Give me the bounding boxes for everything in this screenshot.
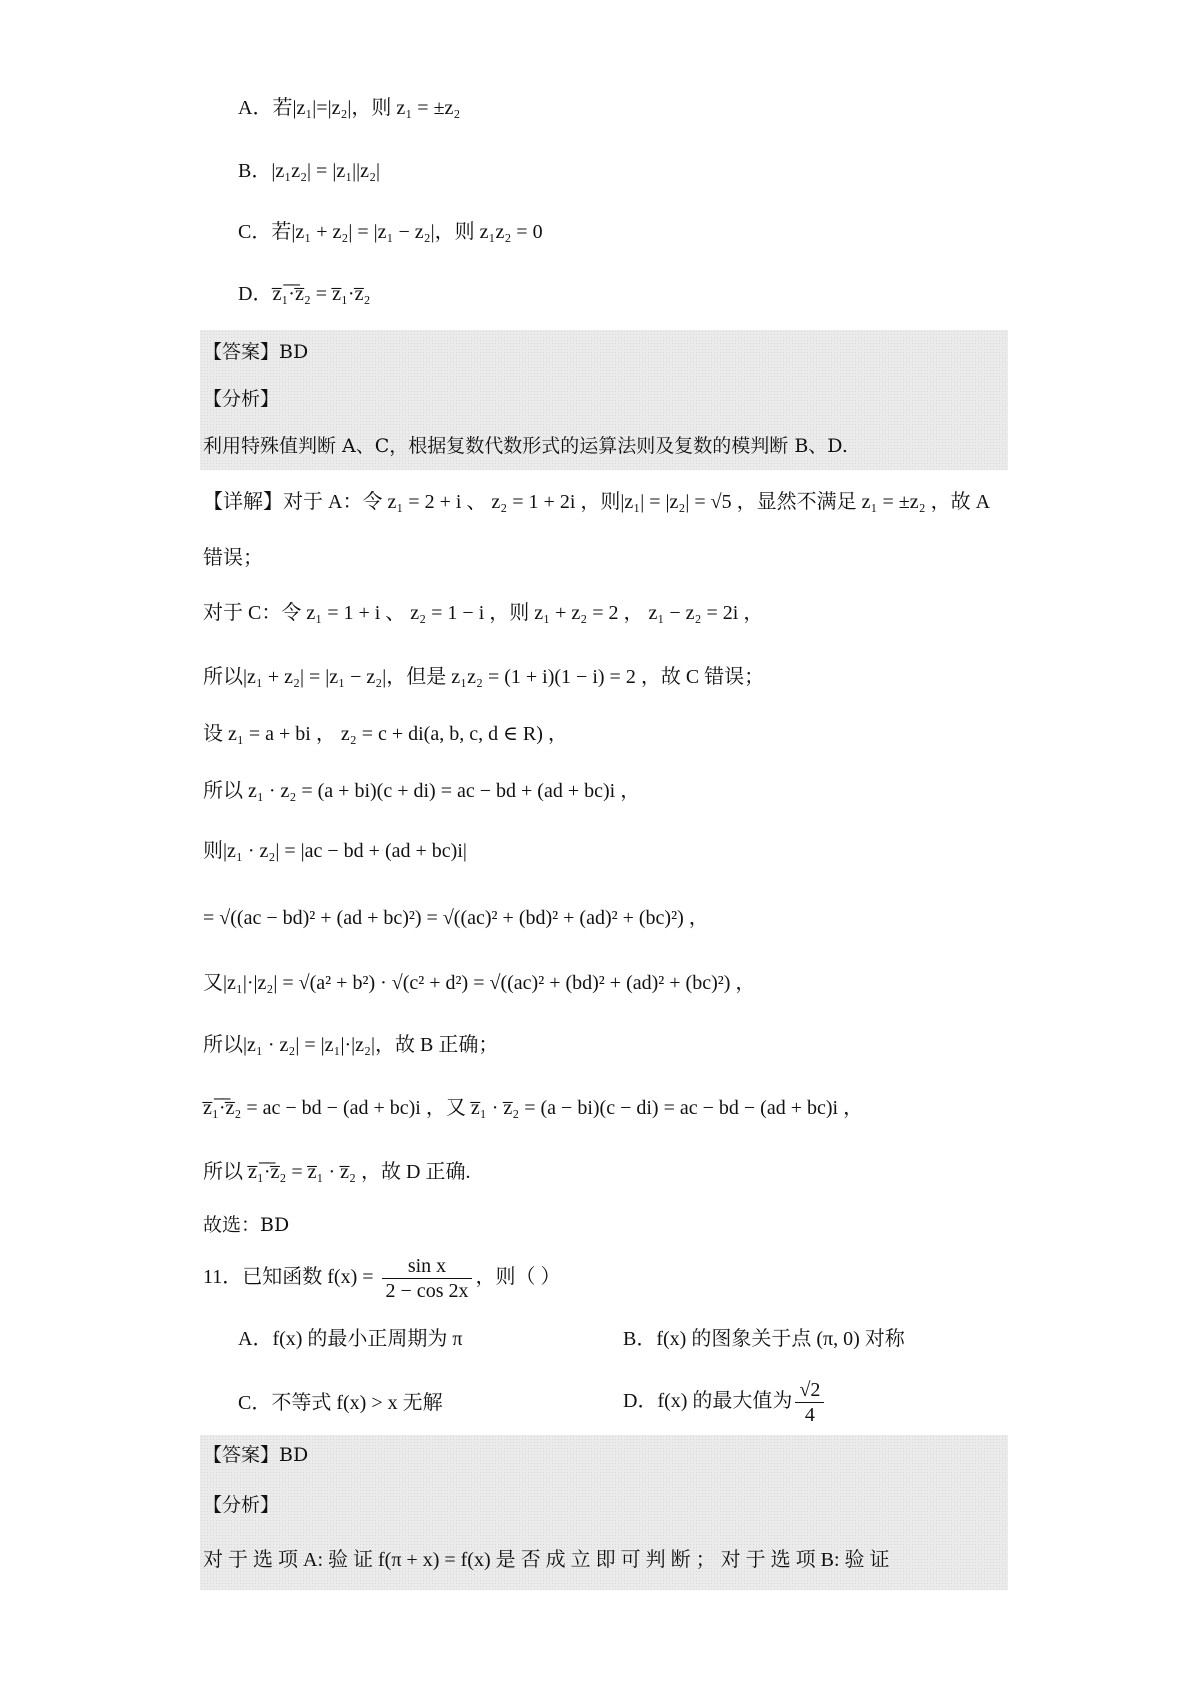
q11-stem (203, 1256, 560, 1301)
q11-analysis-title: 【分析】 (203, 1494, 280, 1516)
q10-option-c: C．若|z₁ + z₂| = |z₁ − z₂|，则 z₁z₂ = 0 (238, 221, 543, 243)
q10-detail-line: = √((ac − bd)² + (ad + bc)²) = √((ac)² + (bd)² + (ad)² + (bc)²) ， (203, 907, 709, 929)
q10-analysis-title: 【分析】 (203, 388, 280, 410)
q11-answer: 【答案】BD (203, 1444, 309, 1466)
q10-final-choice: 故选：BD (203, 1214, 290, 1236)
q10-detail-line: 【详解】对于 A：令 z₁ = 2 + i 、 z₂ = 1 + 2i ，则|z₁| = |z₂| = √5 ，显然不满足 z₁ = ±z₂ ，故 A (203, 491, 991, 513)
q10-detail-line: 错误； (203, 547, 263, 569)
q11-option-a: A．f(x) 的最小正周期为 π (238, 1328, 463, 1350)
q11-fraction-numerator: sin x (382, 1256, 473, 1279)
q11-option-d (623, 1380, 827, 1425)
q10-answer: 【答案】BD (203, 341, 309, 363)
q10-detail-line: 对于 C：令 z₁ = 1 + i 、 z₂ = 1 − i ，则 z₁ + z₂ = 2 ， z₁ − z₂ = 2i ， (203, 602, 764, 624)
q11-function-fraction (382, 1256, 473, 1301)
q10-detail-line: z̅₁̅·̅z̅₂ = ac − bd − (ad + bc)i ，又 z̅₁ · z̅₂ = (a − bi)(c − di) = ac − bd − (ad + bc)i ， (203, 1097, 864, 1119)
q10-analysis-text: 利用特殊值判断 A、C，根据复数代数形式的运算法则及复数的模判断 B、D. (203, 435, 848, 457)
q10-detail-line: 所以|z₁ + z₂| = |z₁ − z₂|，但是 z₁z₂ = (1 + i)(1 − i) = 2 ，故 C 错误； (203, 666, 765, 688)
q11-fraction-denominator: 2 − cos 2x (385, 1280, 469, 1302)
q11-analysis-text: 对 于 选 项 A: 验 证 f(π + x) = f(x) 是 否 成 立 即 可 判 断 ； 对 于 选 项 B: 验 证 (203, 1549, 890, 1571)
q11-option-d-text: D．f(x) 的最大值为 (623, 1390, 793, 1413)
q11-option-b: B．f(x) 的图象关于点 (π, 0) 对称 (623, 1328, 905, 1350)
q11-option-c: C．不等式 f(x) > x 无解 (238, 1392, 443, 1414)
q10-option-d: D．z̅₁̅·̅z̅₂ = z̅₁·z̅₂ (238, 283, 371, 305)
q11-option-d-denominator: 4 (804, 1404, 815, 1426)
q10-detail-line: 则|z₁ · z₂| = |ac − bd + (ad + bc)i| (203, 840, 467, 862)
q10-detail-line: 所以 z̅₁̅·̅z̅₂ = z̅₁ · z̅₂ ，故 D 正确. (203, 1161, 471, 1183)
q10-option-a: A．若|z₁|=|z₂|，则 z₁ = ±z₂ (238, 97, 461, 119)
q11-option-d-numerator: √2 (795, 1380, 824, 1403)
q11-stem-suffix: ，则（ ） (475, 1266, 561, 1289)
q11-option-d-fraction (795, 1380, 824, 1425)
q10-detail-line: 又|z₁|·|z₂| = √(a² + b²) · √(c² + d²) = √((ac)² + (bd)² + (ad)² + (bc)²) ， (203, 972, 756, 994)
q11-stem-prefix: 11．已知函数 f(x) = (203, 1266, 379, 1289)
q10-detail-line: 所以|z₁ · z₂| = |z₁|·|z₂|，故 B 正确； (203, 1034, 499, 1056)
q10-detail-line: 所以 z₁ · z₂ = (a + bi)(c + di) = ac − bd + (ad + bc)i ， (203, 780, 641, 802)
q10-detail-line: 设 z₁ = a + bi ， z₂ = c + di(a, b, c, d ∈ R) ， (203, 723, 568, 745)
q10-option-b: B．|z₁z₂| = |z₁||z₂| (238, 160, 381, 182)
